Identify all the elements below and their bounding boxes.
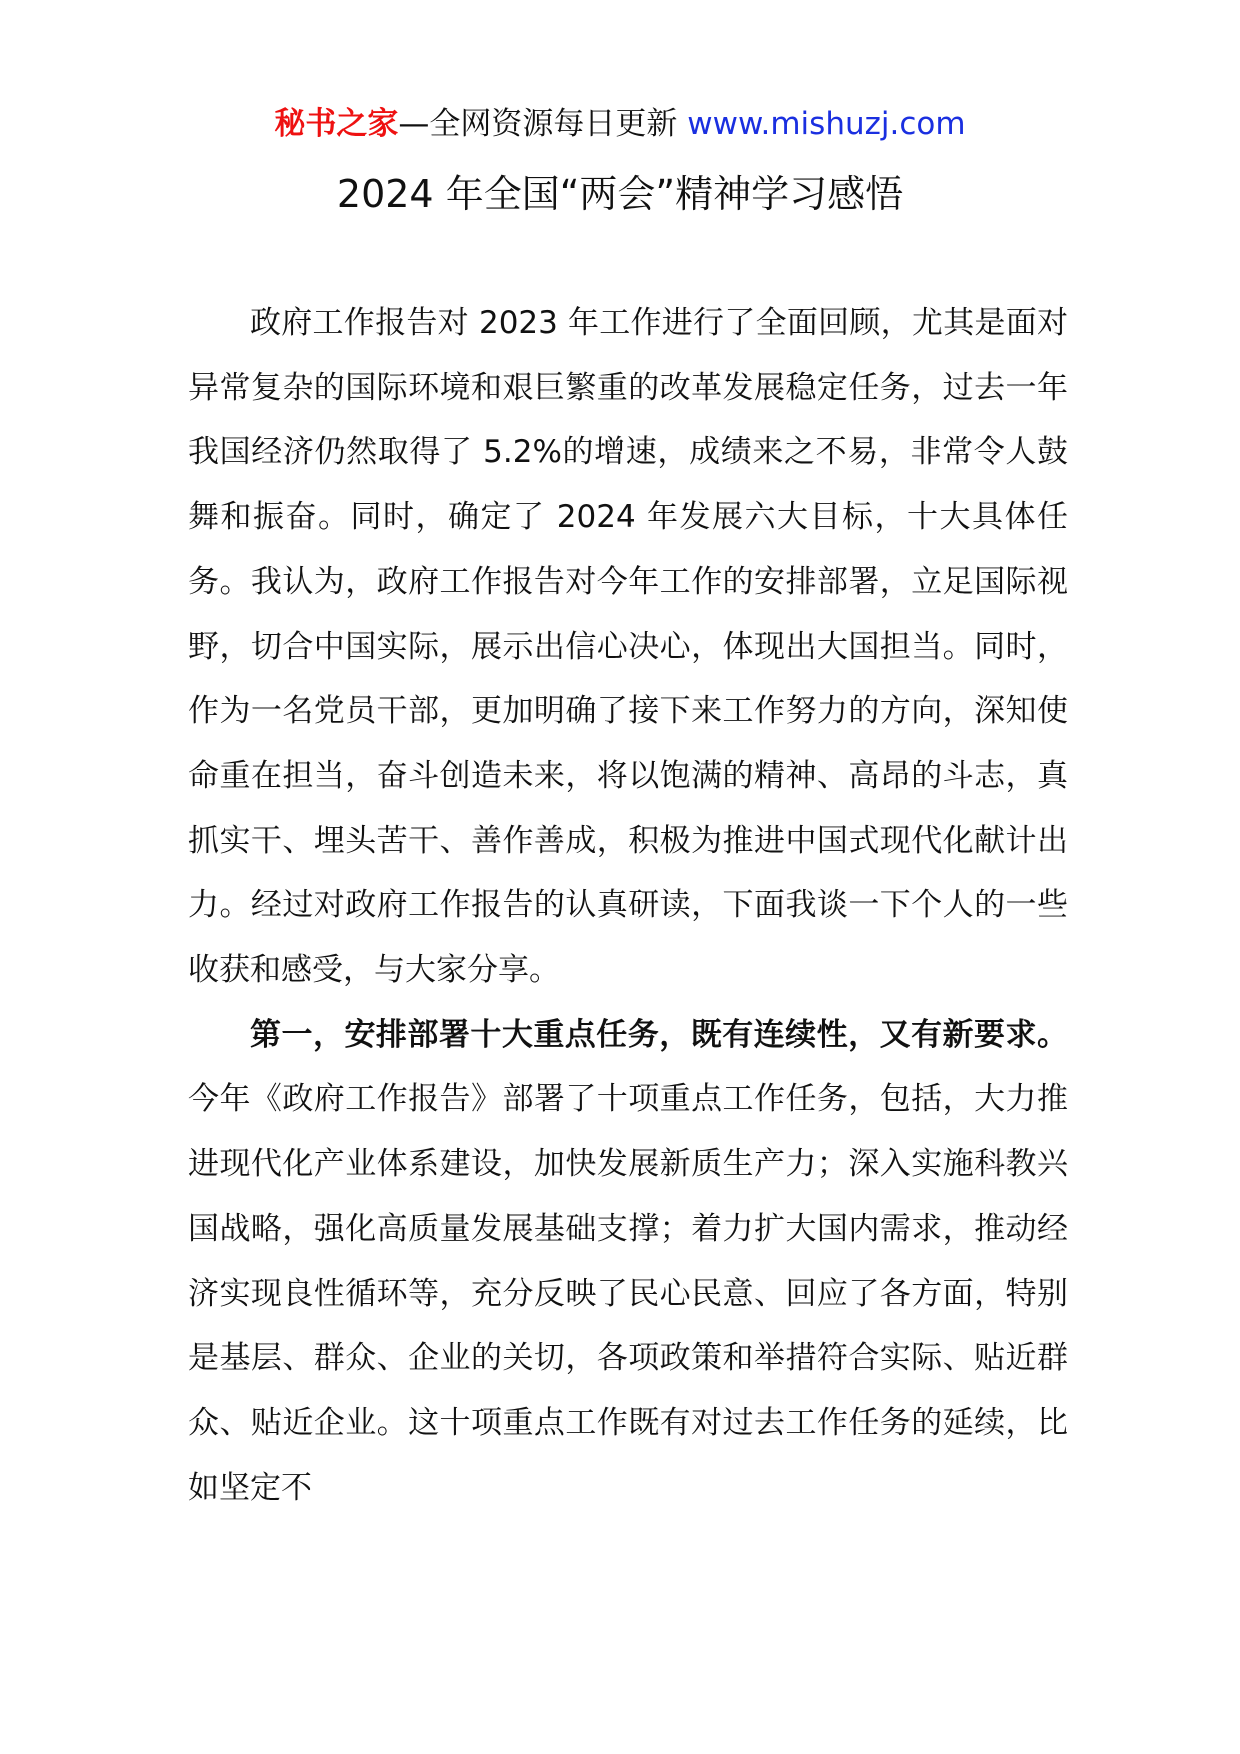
paragraph-text: 政府工作报告对 2023 年工作进行了全面回顾，尤其是面对异常复杂的国际环境和艰巨繁重的改革发展稳定任务，过去一年我国经济仍然取得了 5.2%的增速，成绩来之不易，非常令人鼓舞和振奋。同时，确定了 2024 年发展六大目标，十大具体任务。我认为，政府工作报告对今年工作的安排部署，立足国际视野，切合中国实际，展示出信心决心，体现出大国担当。同时，作为一名党员干部，更加明确了接下来工作努力的方向，深知使命重在担当，奋斗创造未来，将以饱满的精神、高昂的斗志，真抓实干、埋头苦干、善作善成，积极为推进中国式现代化献计出力。经过对政府工作报告的认真研读，下面我谈一下个人的一些收获和感受，与大家分享。 xyxy=(188,305,1068,989)
site-url-link[interactable]: www.mishuzj.com xyxy=(687,106,966,142)
paragraph-lead: 第一，安排部署十大重点任务，既有连续性，又有新要求。 xyxy=(250,1016,1068,1053)
paragraph xyxy=(188,291,1068,1003)
document-body xyxy=(188,291,1068,1520)
brand-name: 秘书之家 xyxy=(274,106,399,142)
paragraph-text: 今年《政府工作报告》部署了十项重点工作任务，包括，大力推进现代化产业体系建设，加快发展新质生产力；深入实施科教兴国战略，强化高质量发展基础支撑；着力扩大国内需求，推动经济实现良性循环等，充分反映了民心民意、回应了各方面，特别是基层、群众、企业的关切，各项政策和举措符合实际、贴近群众、贴近企业。这十项重点工作既有对过去工作任务的延续，比如坚定不 xyxy=(188,1081,1068,1506)
document-title: 2024 年全国“两会”精神学习感悟 xyxy=(336,172,904,216)
site-header xyxy=(0,100,1240,148)
site-tagline: —全网资源每日更新 xyxy=(398,106,678,142)
paragraph xyxy=(188,1003,1068,1521)
